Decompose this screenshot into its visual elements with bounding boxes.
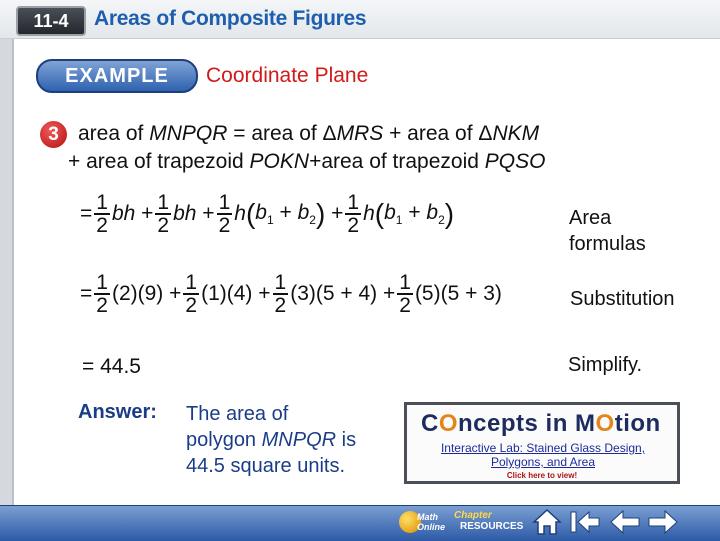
fraction-one-half: $\frac{1}{2}$ [399, 271, 411, 317]
chapter-label: Chapter [454, 510, 492, 521]
eq2-trapezoid-1: POKN [249, 150, 310, 173]
eq1-text-2: = area of [227, 122, 323, 145]
fraction-one-half: $\frac{1}{2}$ [347, 191, 360, 237]
eq2-trapezoid-2: PQSO [484, 150, 546, 173]
left-margin-strip [0, 0, 14, 540]
concepts-in-motion-logo: COncepts in MOtion [421, 410, 661, 437]
orbit-o-icon: O [595, 410, 615, 437]
math-online-line-2: Online [417, 522, 446, 532]
chapter-resources-button[interactable] [452, 508, 522, 536]
triangle-symbol-2: Δ [478, 122, 493, 145]
arrow-left-icon [609, 509, 641, 535]
home-button[interactable] [530, 506, 564, 538]
answer-line-2: polygon MNPQR is [186, 429, 357, 451]
fraction-one-half: $\frac{1}{2}$ [157, 191, 170, 237]
triangle-symbol: Δ [322, 122, 337, 145]
resources-label: RESOURCES [460, 521, 524, 532]
eq1-triangle-1: MRS [336, 122, 384, 145]
answer-label: Answer: [78, 401, 157, 423]
next-button[interactable] [646, 506, 680, 538]
result-value: = 44.5 [82, 355, 141, 378]
eq2-text-1: + area of trapezoid [68, 150, 250, 173]
answer-line-1: The area of [186, 403, 289, 425]
equation-line-1 [78, 122, 539, 146]
concepts-in-motion-panel[interactable] [404, 402, 680, 484]
equation-line-2 [68, 150, 545, 174]
eq1-polygon: MNPQR [149, 122, 228, 145]
lesson-number-badge: 11-4 [16, 6, 86, 36]
eq1-text-1: area of [78, 122, 150, 145]
click-to-view-link[interactable]: Click here to view! [506, 471, 578, 480]
example-subtitle: Coordinate Plane [206, 64, 369, 87]
eq2-text-2: +area of trapezoid [309, 150, 485, 173]
first-page-button[interactable] [568, 506, 602, 538]
math-online-line-1: Math [417, 512, 438, 522]
answer-text [186, 401, 396, 479]
fraction-one-half: $\frac{1}{2}$ [96, 191, 108, 237]
area-formulas-note [569, 205, 646, 257]
math-online-button[interactable] [397, 509, 449, 537]
formula-expression: = $\frac{1}{2}$ bh + $\frac{1}{2}$ bh + $\frac{1}{2}$ h ( $b_1 + b_2$ ) + $\frac{1}{2}$ h ( $b_1 + b_2$ ) [80, 191, 455, 237]
example-tab: EXAMPLE [36, 59, 198, 93]
eq1-triangle-2: NKM [492, 122, 540, 145]
skip-back-icon [569, 509, 601, 535]
fraction-one-half: $\frac{1}{2}$ [218, 191, 231, 237]
substitution-note: Substitution [570, 288, 675, 310]
lesson-header [0, 0, 720, 39]
lesson-title: Areas of Composite Figures [94, 7, 367, 30]
note-line-1: Area [569, 207, 612, 229]
fraction-one-half: $\frac{1}{2}$ [96, 271, 108, 317]
substitution-expression: = $\frac{1}{2}$ (2)(9) + $\frac{1}{2}$ (1)(4) + $\frac{1}{2}$ (3)(5 + 4) + $\frac{1}{2}$ (5)(5 + 3) [80, 271, 502, 317]
interactive-lab-link[interactable]: Interactive Lab: Stained Glass Design, Polygons, and Area [440, 441, 646, 469]
home-icon [532, 508, 562, 536]
fraction-one-half: $\frac{1}{2}$ [185, 271, 198, 317]
simplify-note: Simplify. [568, 354, 643, 376]
answer-line-3: 44.5 square units. [186, 455, 345, 477]
fraction-one-half: $\frac{1}{2}$ [274, 271, 287, 317]
note-line-2: formulas [569, 233, 646, 255]
eq1-text-3: + area of [383, 122, 479, 145]
arrow-right-icon [647, 509, 679, 535]
orbit-o-icon: O [438, 410, 459, 437]
step-number-badge: 3 [40, 121, 67, 148]
previous-button[interactable] [608, 506, 642, 538]
